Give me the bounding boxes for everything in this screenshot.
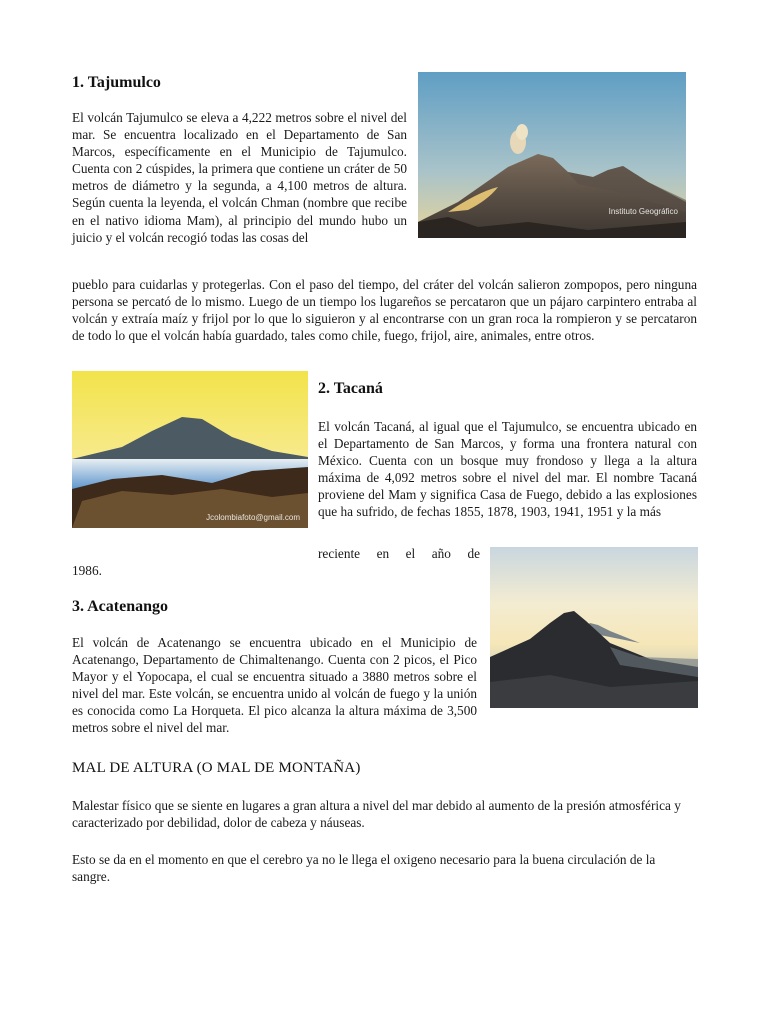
- mal-de-altura-paragraph-1: Malestar físico que se siente en lugares a gran altura a nivel del mar debido al aumento de la presión atmosférica y caracterizado por debilidad, dolor de cabeza y náuseas.: [72, 798, 681, 831]
- tacana-photo-credit: Jcolombiafoto@gmail.com: [206, 513, 300, 522]
- section-heading-tajumulco: 1. Tajumulco: [72, 74, 161, 91]
- acatenango-photo: [490, 547, 698, 708]
- tacana-paragraph-narrow: reciente en el año de: [318, 546, 480, 561]
- tacana-photo: [72, 371, 308, 528]
- section-heading-acatenango: 3. Acatenango: [72, 598, 168, 615]
- acatenango-paragraph: El volcán de Acatenango se encuentra ubicado en el Municipio de Acatenango, Departamento de Chimaltenango. Cuenta con 2 picos, el Pico Mayor y el Yopocapa, el cual se encuentra situado a 3880 metros sobre el nivel del mar. Este volcán, se encuentra unido al volcán de fuego y la unión es conocida como La Horqueta. El pico alcanza la altura máxima de 3,500 metros sobre el nivel del mar.: [72, 635, 477, 736]
- tajumulco-paragraph-wrapped: El volcán Tajumulco se eleva a 4,222 metros sobre el nivel del mar. Se encuentra localizado en el Departamento de San Marcos, específicamente en el Municipio de Tajumulco. Cuenta con 2 cúspides, la primera que contiene un cráter de 50 metros de diámetro y la segunda, a 4,100 metros de altura. Según cuenta la leyenda, el volcán Chman (nombre que recibe en el nativo idioma Mam), al principio del mundo hubo un juicio y el volcán recogió todas las cosas del: [72, 110, 407, 245]
- tajumulco-paragraph-full: pueblo para cuidarlas y protegerlas. Con el paso del tiempo, del cráter del volcán salieron zompopos, pero ninguna persona se percató de lo mismo. Luego de un tiempo los lugareños se percataron que un pájaro carpintero entraba al volcán y extraía maíz y frijol por lo que lo siguieron y al encontrarse con un gran roca la rompieron y se percataron de todo lo que el volcán había guardado, tales como chile, fuego, frijol, aire, animales, entre otros.: [72, 277, 697, 344]
- tajumulco-photo: [418, 72, 686, 238]
- tacana-paragraph-wrapped: El volcán Tacaná, al igual que el Tajumulco, se encuentra ubicado en el Departamento de San Marcos, y forma una frontera natural con México. Cuenta con un bosque muy frondoso y llega a la altura máxima de 4,092 metros sobre el nivel del mar. El nombre Tacaná proviene del Mam y significa Casa de Fuego, debido a las explosiones que ha sufrido, de fechas 1855, 1878, 1903, 1941, 1951 y la más: [318, 419, 697, 520]
- tajumulco-photo-credit: Instituto Geográfico: [608, 207, 678, 216]
- mal-de-altura-title: MAL DE ALTURA (O MAL DE MONTAÑA): [72, 760, 361, 776]
- tacana-paragraph-end: 1986.: [72, 563, 102, 578]
- section-heading-tacana: 2. Tacaná: [318, 380, 383, 397]
- mal-de-altura-paragraph-2: Esto se da en el momento en que el cerebro ya no le llega el oxigeno necesario para la buena circulación de la sangre.: [72, 852, 656, 885]
